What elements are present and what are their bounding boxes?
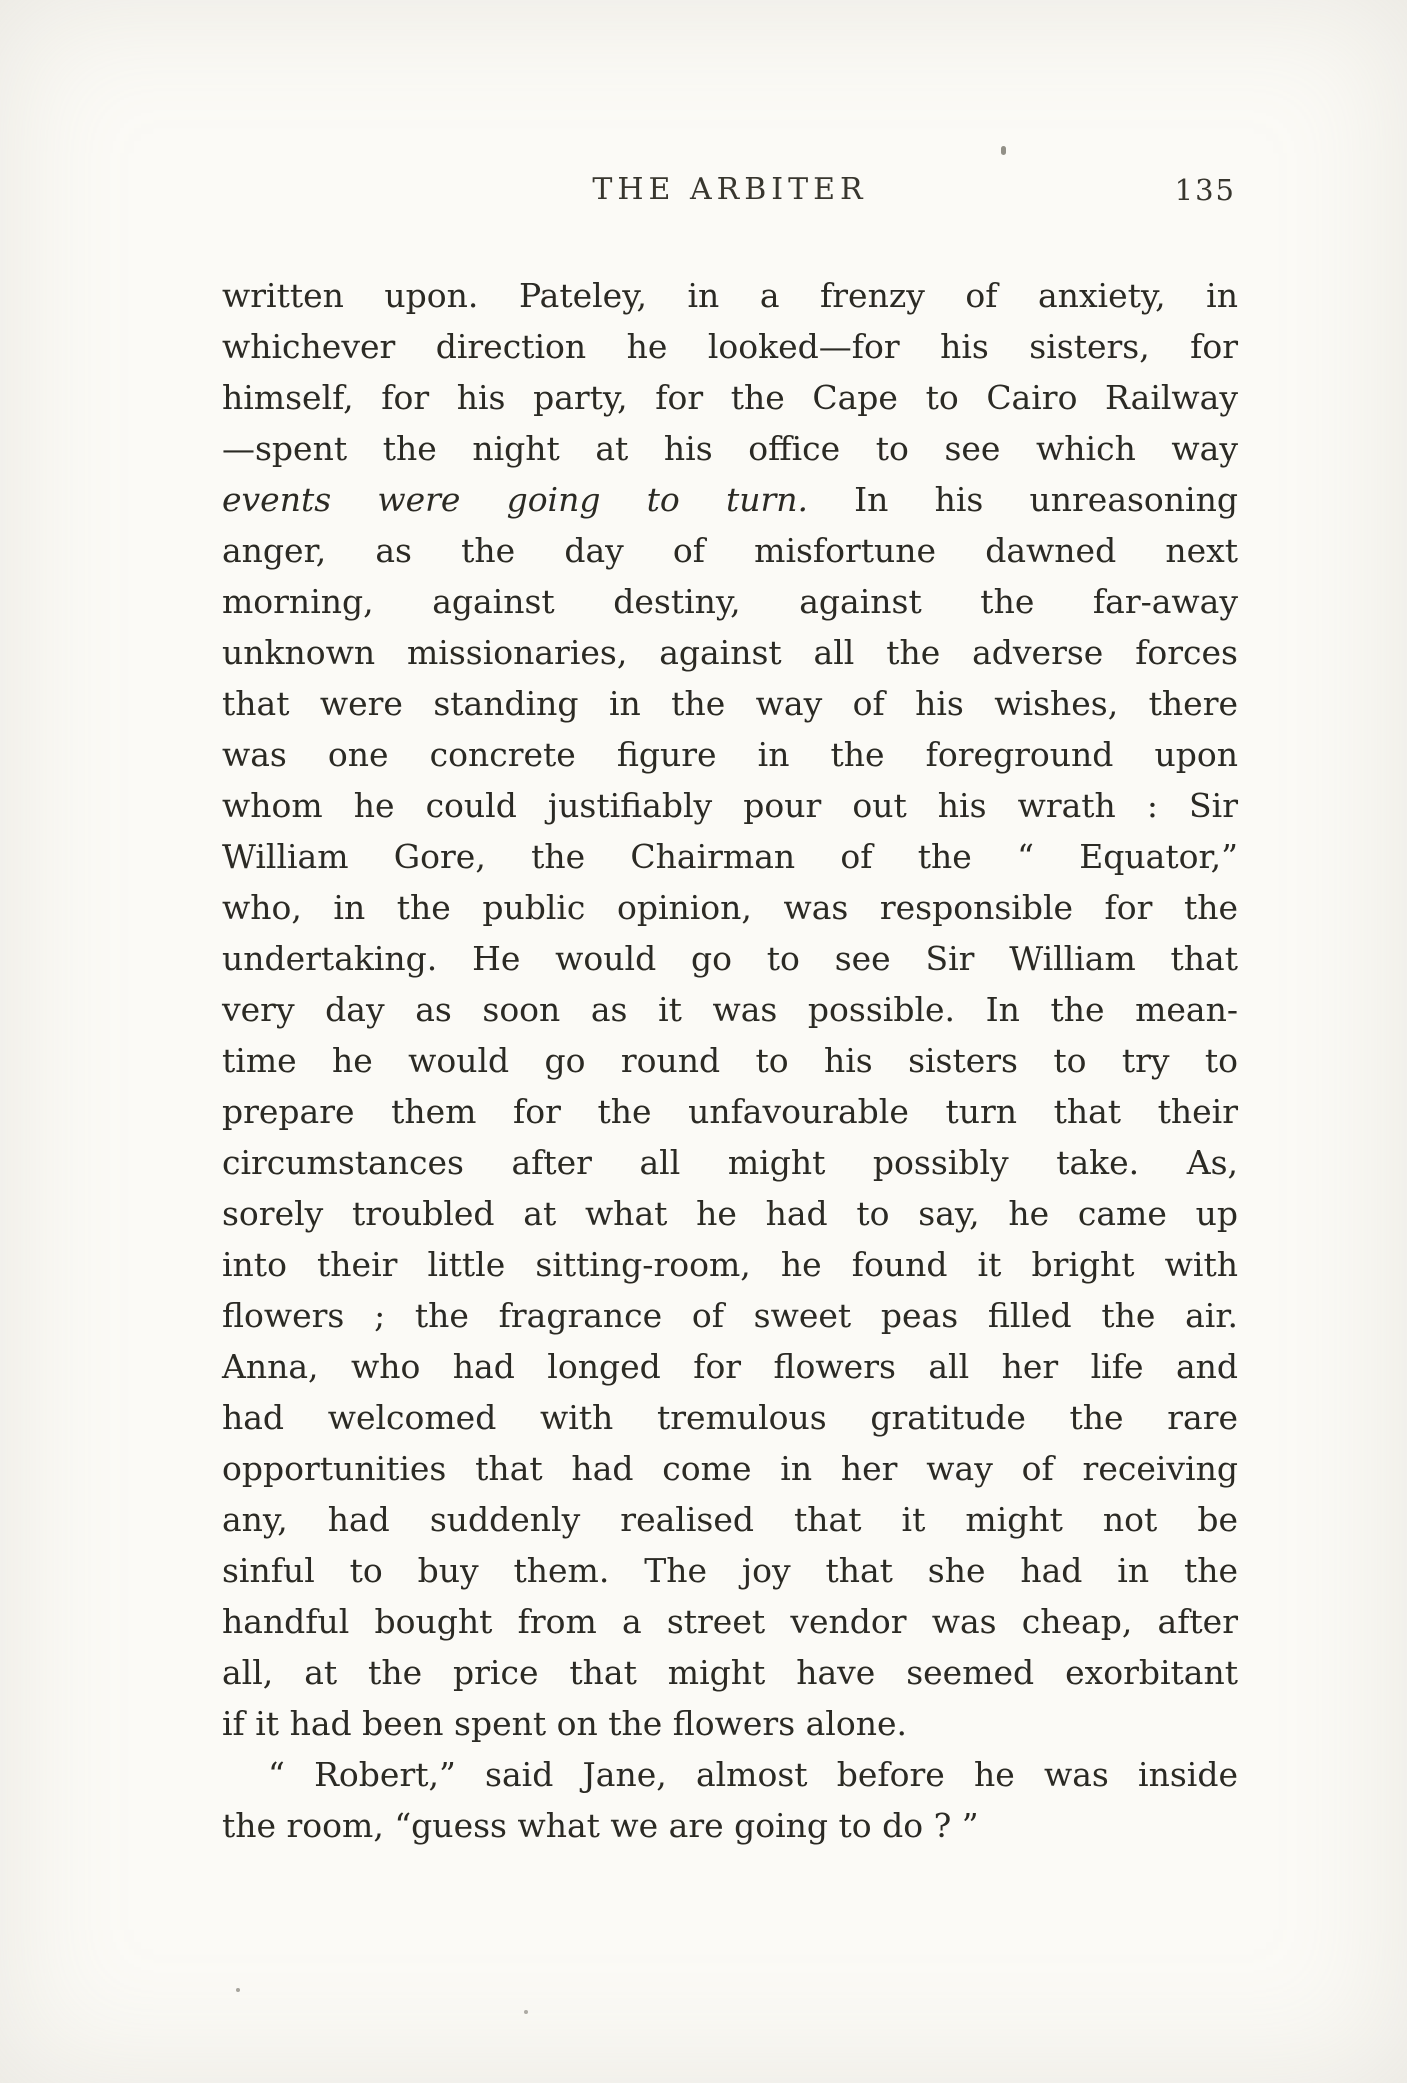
text-line <box>222 933 1238 984</box>
text-line <box>222 780 1238 831</box>
text-line <box>222 321 1238 372</box>
text-segment: “ Robert,” said Jane, almost before he was inside <box>268 1755 1238 1794</box>
text-line <box>222 270 1238 321</box>
text-line <box>222 1596 1238 1647</box>
text-segment: whom he could justifiably pour out his wrath : Sir <box>222 786 1238 825</box>
text-line <box>222 627 1238 678</box>
page-body <box>222 270 1238 1851</box>
text-segment: flowers ; the fragrance of sweet peas filled the air. <box>222 1296 1238 1335</box>
text-segment: all, at the price that might have seemed exorbitant <box>222 1653 1238 1692</box>
text-segment: unknown missionaries, against all the adverse forces <box>222 633 1238 672</box>
text-line <box>222 984 1238 1035</box>
text-line <box>222 1545 1238 1596</box>
text-segment: handful bought from a street vendor was cheap, after <box>222 1602 1238 1641</box>
text-segment: sinful to buy them. The joy that she had in the <box>222 1551 1238 1590</box>
text-line <box>222 1698 1238 1749</box>
text-segment: anger, as the day of misfortune dawned next <box>222 531 1238 570</box>
text-segment: written upon. Pateley, in a frenzy of anxiety, in <box>222 276 1238 315</box>
text-line <box>222 1086 1238 1137</box>
text-segment: the room, “guess what we are going to do ? ” <box>222 1806 979 1845</box>
text-line <box>222 729 1238 780</box>
text-line <box>222 1137 1238 1188</box>
text-line <box>222 1290 1238 1341</box>
text-segment: if it had been spent on the flowers alone. <box>222 1704 907 1743</box>
text-segment: —spent the night at his office to see which way <box>222 429 1238 468</box>
text-line <box>222 1341 1238 1392</box>
running-header <box>222 172 1238 216</box>
text-segment: was one concrete figure in the foreground upon <box>222 735 1238 774</box>
text-segment: Anna, who had longed for flowers all her life and <box>222 1347 1238 1386</box>
text-segment: morning, against destiny, against the far-away <box>222 582 1238 621</box>
text-line <box>222 1443 1238 1494</box>
text-segment: into their little sitting-room, he found it bright with <box>222 1245 1238 1284</box>
text-line <box>222 576 1238 627</box>
text-line <box>222 831 1238 882</box>
italic-text-segment: events were going to turn. <box>222 480 808 519</box>
text-segment: who, in the public opinion, was responsible for the <box>222 888 1238 927</box>
text-line <box>222 423 1238 474</box>
text-segment: undertaking. He would go to see Sir William that <box>222 939 1238 978</box>
text-segment: any, had suddenly realised that it might not be <box>222 1500 1238 1539</box>
text-segment: that were standing in the way of his wishes, there <box>222 684 1238 723</box>
text-line <box>222 1035 1238 1086</box>
text-segment: himself, for his party, for the Cape to Cairo Railway <box>222 378 1238 417</box>
text-segment: prepare them for the unfavourable turn that their <box>222 1092 1238 1131</box>
text-line <box>222 1392 1238 1443</box>
text-segment: opportunities that had come in her way of receiving <box>222 1449 1238 1488</box>
text-line <box>222 525 1238 576</box>
text-segment: circumstances after all might possibly take. As, <box>222 1143 1238 1182</box>
text-line <box>222 372 1238 423</box>
text-block <box>222 172 1238 1851</box>
text-line <box>222 1188 1238 1239</box>
scan-artifact <box>1001 146 1006 155</box>
text-line <box>222 1647 1238 1698</box>
scan-artifact <box>524 2010 528 2014</box>
text-segment: William Gore, the Chairman of the “ Equator,” <box>222 837 1238 876</box>
running-title: THE ARBITER <box>592 172 868 207</box>
text-line <box>222 1749 1238 1800</box>
text-line <box>222 1494 1238 1545</box>
text-line <box>222 882 1238 933</box>
text-segment: time he would go round to his sisters to try to <box>222 1041 1238 1080</box>
text-segment: In his unreasoning <box>807 480 1238 519</box>
text-segment: whichever direction he looked—for his sisters, for <box>222 327 1238 366</box>
text-segment: very day as soon as it was possible. In the mean- <box>222 990 1238 1029</box>
text-line <box>222 1800 1238 1851</box>
text-line <box>222 678 1238 729</box>
text-segment: sorely troubled at what he had to say, he came up <box>222 1194 1238 1233</box>
page-number: 135 <box>1174 173 1236 207</box>
text-segment: had welcomed with tremulous gratitude the rare <box>222 1398 1238 1437</box>
scan-artifact <box>236 1988 240 1992</box>
text-line <box>222 1239 1238 1290</box>
text-line <box>222 474 1238 525</box>
